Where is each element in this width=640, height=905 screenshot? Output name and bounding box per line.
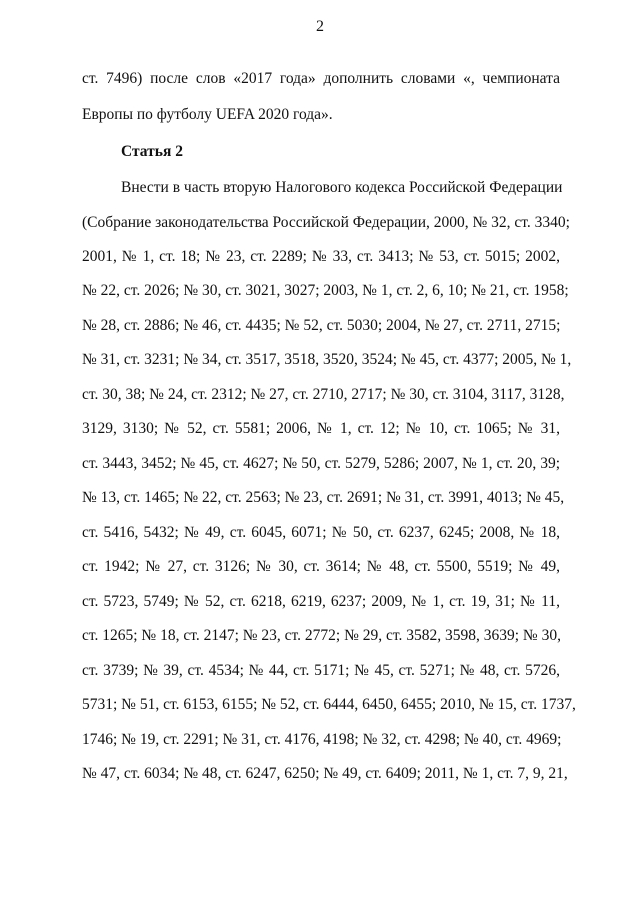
paragraph-2-line: № 13, ст. 1465; № 22, ст. 2563; № 23, ст. 2691; № 31, ст. 3991, 4013; № 45, — [82, 489, 565, 506]
page-number: 2 — [316, 18, 324, 35]
paragraph-2-line: № 28, ст. 2886; № 46, ст. 4435; № 52, ст. 5030; 2004, № 27, ст. 2711, 2715; — [82, 317, 561, 334]
paragraph-2-line: ст. 3443, 3452; № 45, ст. 4627; № 50, ст. 5279, 5286; 2007, № 1, ст. 20, 39; — [82, 455, 560, 472]
paragraph-2-line: ст. 3739; № 39, ст. 4534; № 44, ст. 5171; № 45, ст. 5271; № 48, ст. 5726, — [82, 662, 560, 679]
paragraph-2-first-line: Внести в часть вторую Налогового кодекса Российской Федерации — [121, 179, 563, 196]
paragraph-2-line: 5731; № 51, ст. 6153, 6155; № 52, ст. 6444, 6450, 6455; 2010, № 15, ст. 1737, — [82, 696, 576, 713]
paragraph-2-line: 2001, № 1, ст. 18; № 23, ст. 2289; № 33, ст. 3413; № 53, ст. 5015; 2002, — [82, 248, 560, 265]
paragraph-2-line: ст. 1265; № 18, ст. 2147; № 23, ст. 2772; № 29, ст. 3582, 3598, 3639; № 30, — [82, 627, 561, 644]
paragraph-1-line: ст. 7496) после слов «2017 года» дополнить словами «, чемпионата — [82, 70, 560, 87]
paragraph-2-line: № 47, ст. 6034; № 48, ст. 6247, 6250; № 49, ст. 6409; 2011, № 1, ст. 7, 9, 21, — [82, 765, 568, 782]
paragraph-1-line: Европы по футболу UEFA 2020 года». — [82, 106, 333, 123]
article-heading: Статья 2 — [121, 143, 183, 160]
paragraph-2-line: № 31, ст. 3231; № 34, ст. 3517, 3518, 3520, 3524; № 45, ст. 4377; 2005, № 1, — [82, 351, 572, 368]
paragraph-2-line: № 22, ст. 2026; № 30, ст. 3021, 3027; 2003, № 1, ст. 2, 6, 10; № 21, ст. 1958; — [82, 282, 569, 299]
paragraph-2-line: 1746; № 19, ст. 2291; № 31, ст. 4176, 4198; № 32, ст. 4298; № 40, ст. 4969; — [82, 731, 562, 748]
paragraph-2-line: ст. 5723, 5749; № 52, ст. 6218, 6219, 6237; 2009, № 1, ст. 19, 31; № 11, — [82, 593, 560, 610]
paragraph-2-line: ст. 30, 38; № 24, ст. 2312; № 27, ст. 2710, 2717; № 30, ст. 3104, 3117, 3128, — [82, 386, 565, 403]
paragraph-2-line: ст. 1942; № 27, ст. 3126; № 30, ст. 3614; № 48, ст. 5500, 5519; № 49, — [82, 558, 560, 575]
paragraph-2-line: 3129, 3130; № 52, ст. 5581; 2006, № 1, ст. 12; № 10, ст. 1065; № 31, — [82, 420, 560, 437]
paragraph-2-line: ст. 5416, 5432; № 49, ст. 6045, 6071; № 50, ст. 6237, 6245; 2008, № 18, — [82, 524, 560, 541]
paragraph-2-line: (Собрание законодательства Российской Федерации, 2000, № 32, ст. 3340; — [82, 214, 570, 231]
